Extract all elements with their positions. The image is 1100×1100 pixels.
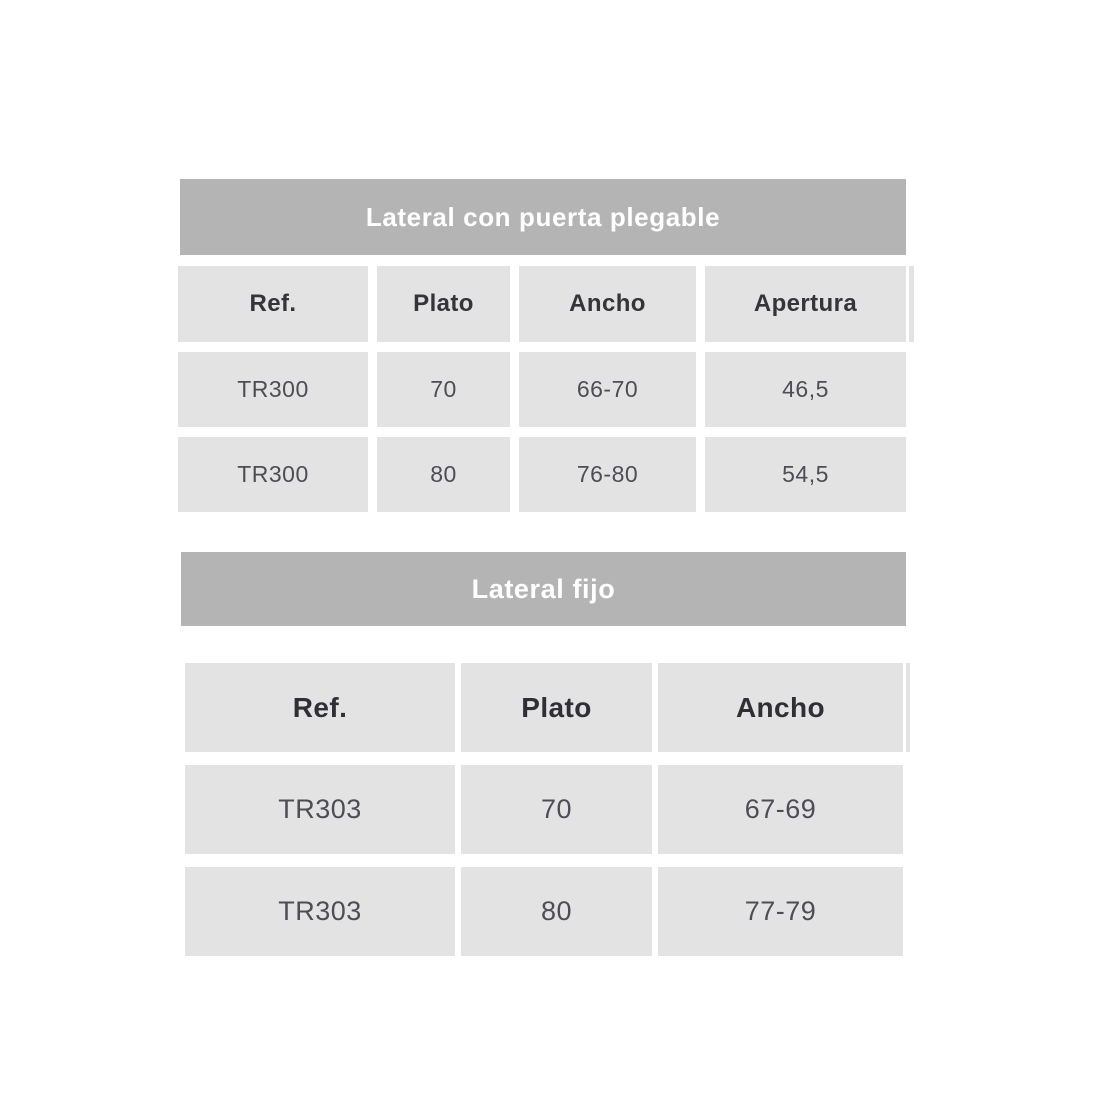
plegable-row1-ref: TR300 <box>178 352 368 427</box>
fijo-column-header-plato: Plato <box>461 663 652 752</box>
fijo-row2-ref: TR303 <box>185 867 455 956</box>
plegable-row2-apertura: 54,5 <box>705 437 906 512</box>
fijo-row2-ancho: 77-79 <box>658 867 903 956</box>
fijo-cutoff-column-sliver <box>906 663 910 752</box>
plegable-column-header-plato: Plato <box>377 266 510 342</box>
fijo-row1-ref: TR303 <box>185 765 455 854</box>
fijo-table <box>185 663 903 956</box>
fijo-column-header-ancho: Ancho <box>658 663 903 752</box>
fijo-table-title-banner <box>181 552 906 626</box>
fijo-row2-plato: 80 <box>461 867 652 956</box>
plegable-table-title: Lateral con puerta plegable <box>365 201 721 232</box>
plegable-column-header-ancho: Ancho <box>519 266 696 342</box>
plegable-row2-plato: 80 <box>377 437 510 512</box>
plegable-row2-ancho: 76-80 <box>519 437 696 512</box>
fijo-table-title: Lateral fijo <box>471 573 616 604</box>
plegable-column-header-ref: Ref. <box>178 266 368 342</box>
plegable-row2-ref: TR300 <box>178 437 368 512</box>
fijo-row1-plato: 70 <box>461 765 652 854</box>
plegable-table-title-banner <box>180 179 906 255</box>
plegable-cutoff-column-sliver <box>909 266 914 342</box>
fijo-row1-ancho: 67-69 <box>658 765 903 854</box>
fijo-column-header-ref: Ref. <box>185 663 455 752</box>
plegable-table <box>178 266 906 512</box>
plegable-row1-ancho: 66-70 <box>519 352 696 427</box>
plegable-row1-plato: 70 <box>377 352 510 427</box>
plegable-row1-apertura: 46,5 <box>705 352 906 427</box>
plegable-column-header-apertura: Apertura <box>705 266 906 342</box>
